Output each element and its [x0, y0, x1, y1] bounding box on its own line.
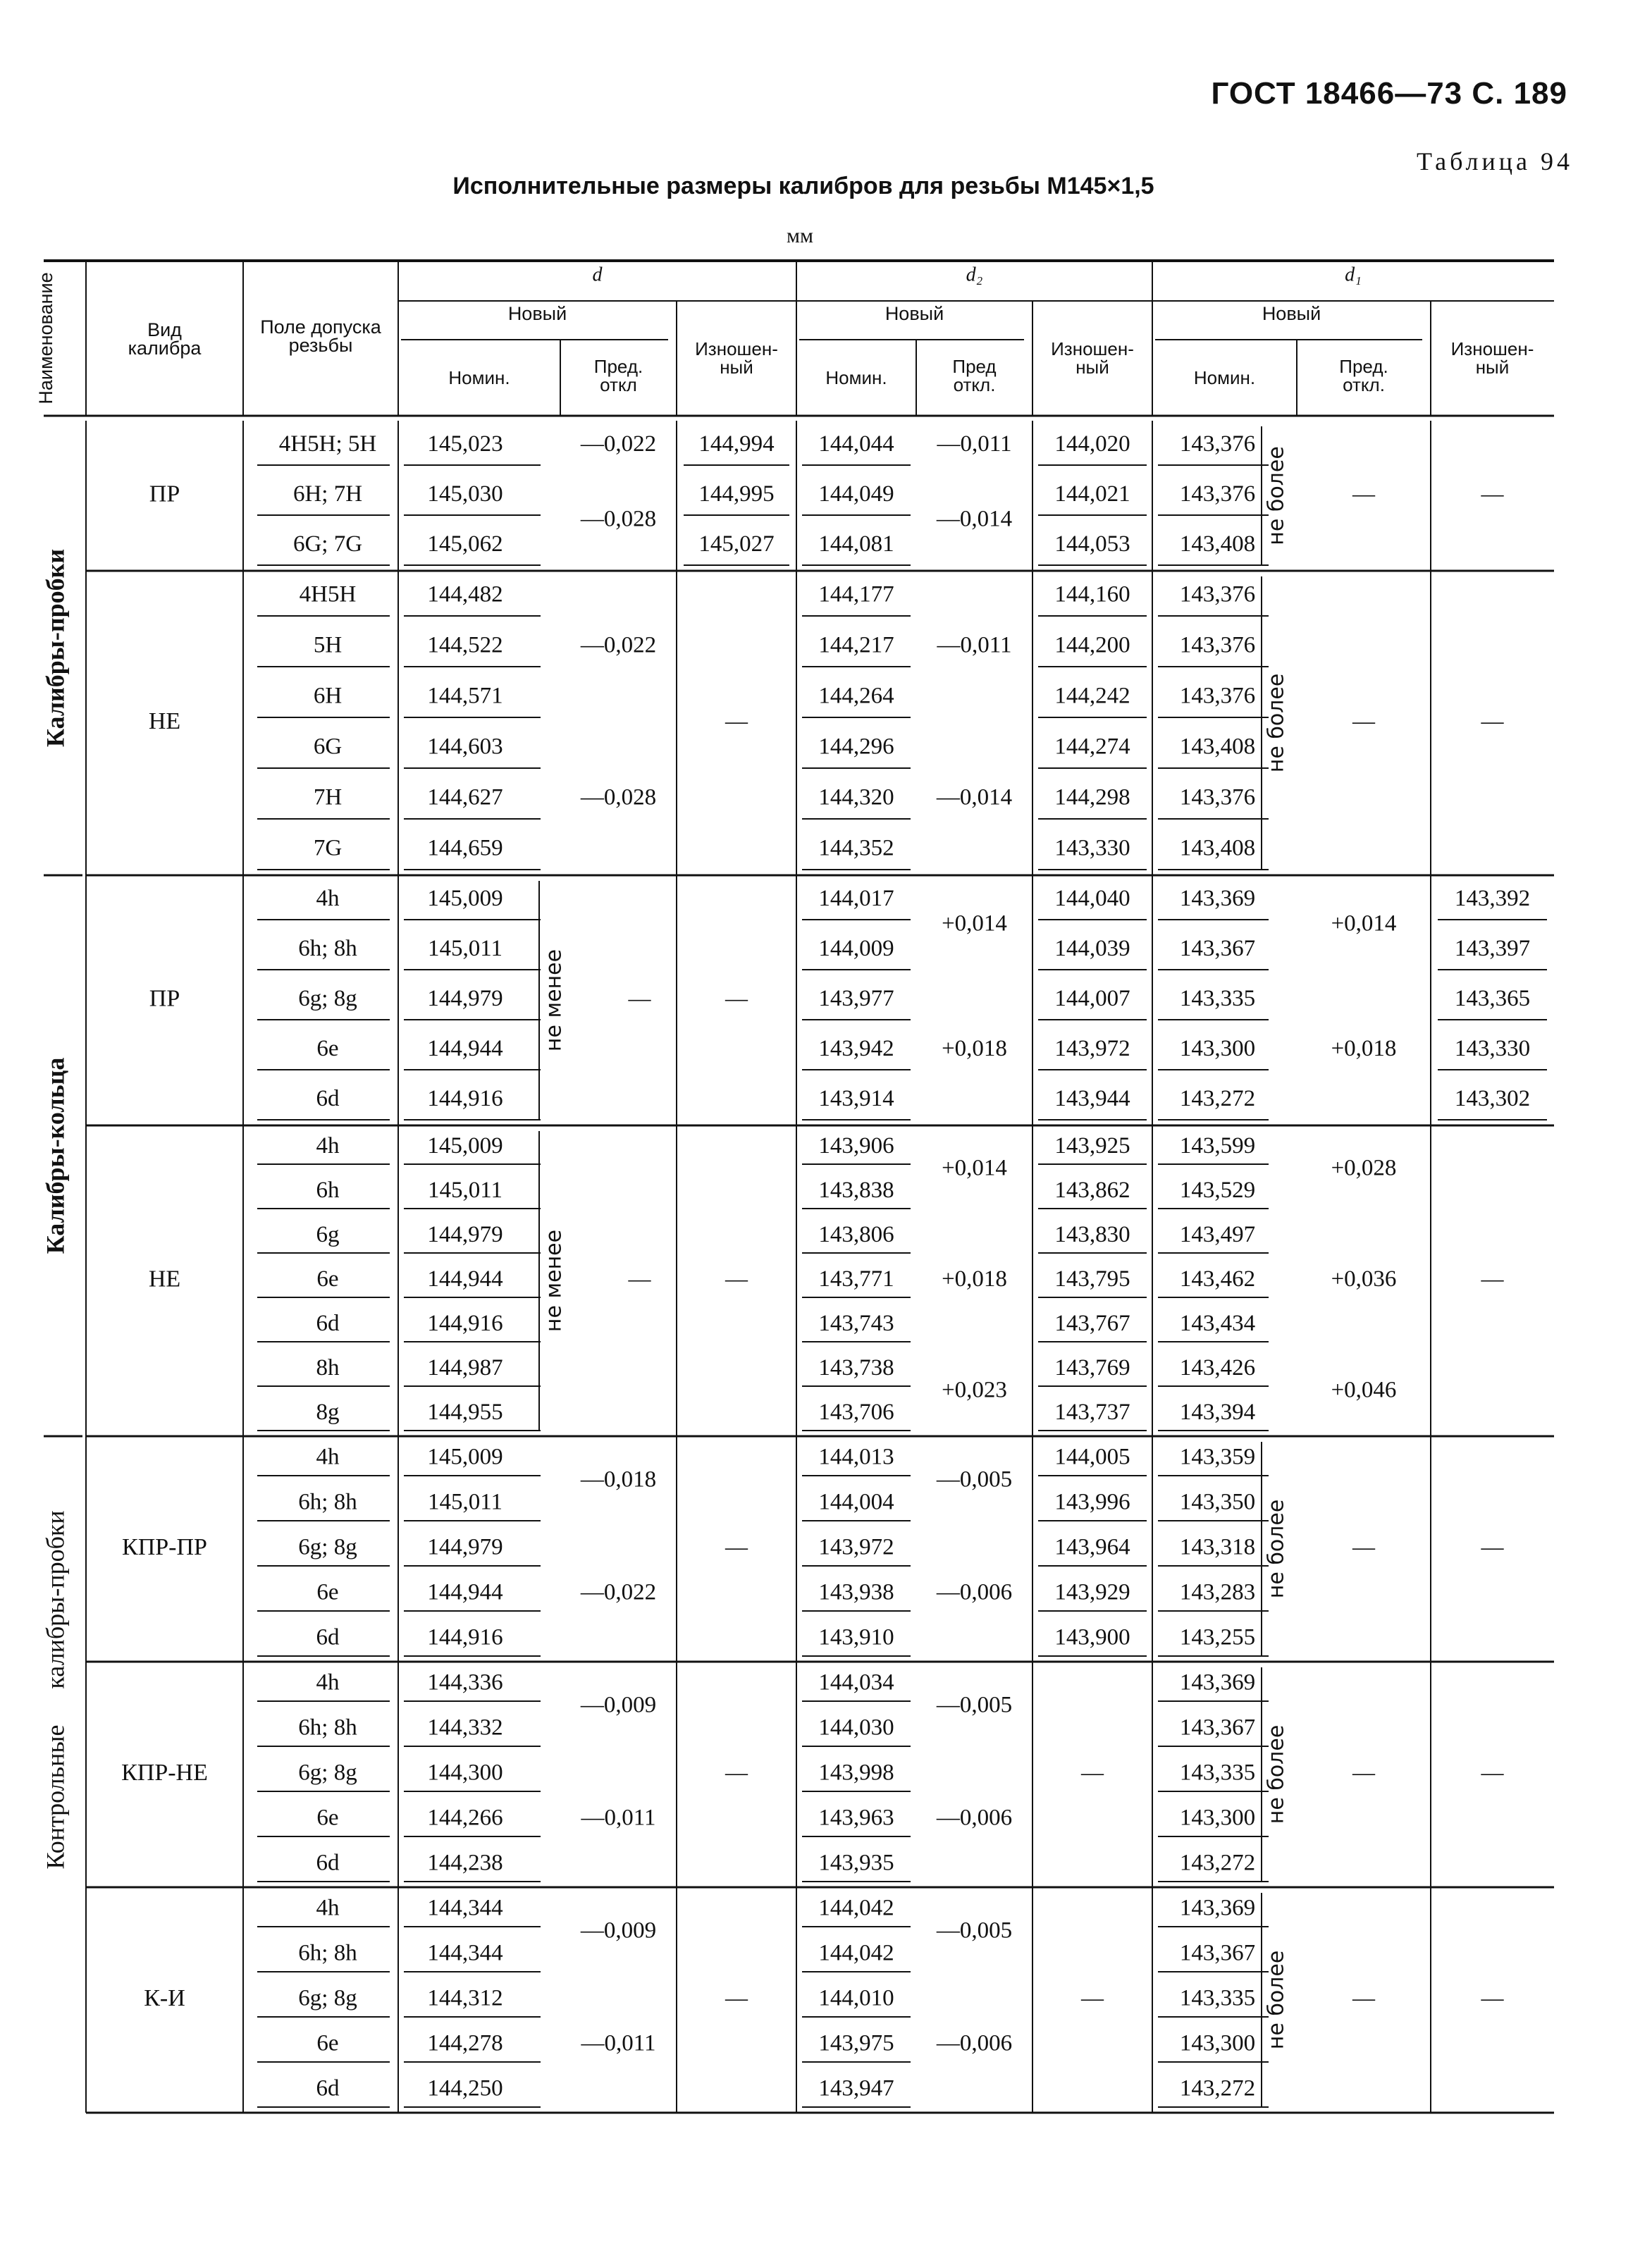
header-worn: ный [720, 356, 753, 378]
d1-nominal: 143,376 [1179, 784, 1256, 810]
d2-nominal: 144,030 [818, 1715, 894, 1741]
d-worn: 145,027 [698, 531, 775, 557]
d1-nominal: 143,300 [1179, 2030, 1256, 2056]
d1-nominal: 143,300 [1179, 1805, 1256, 1831]
header-deviation: откл. [953, 373, 996, 395]
header-deviation: Пред. [593, 355, 643, 377]
d1-worn: 143,397 [1454, 936, 1531, 962]
header-new: Новый [884, 303, 944, 325]
d2-nominal: 143,914 [818, 1086, 894, 1112]
d2-worn: 143,900 [1054, 1624, 1130, 1650]
d2-dev: +0,023 [942, 1377, 1007, 1403]
d1-nominal: 143,272 [1179, 1086, 1256, 1112]
header-worn: Изношен- [1450, 338, 1534, 359]
d2-dev: —0,005 [936, 1466, 1013, 1493]
dash: — [1481, 1533, 1504, 1560]
d1-nominal: 143,367 [1179, 1715, 1256, 1741]
d-nominal: 145,009 [427, 886, 503, 912]
d1-nominal: 143,529 [1179, 1178, 1256, 1204]
header-deviation: откл. [1343, 373, 1385, 395]
tolerance-field: 6e [316, 2030, 339, 2056]
d2-nominal: 143,910 [818, 1624, 894, 1650]
d1-dev: +0,036 [1331, 1266, 1397, 1292]
header-worn: ный [1075, 356, 1109, 378]
d-dev: —0,022 [580, 431, 657, 457]
tolerance-field: 6h; 8h [298, 936, 357, 962]
d-nominal: 144,955 [427, 1400, 503, 1426]
tolerance-field: 6e [316, 1036, 339, 1062]
d2-nominal: 144,049 [818, 481, 894, 507]
d-nominal: 144,979 [427, 1222, 503, 1248]
d1-nominal: 143,335 [1179, 986, 1256, 1012]
header-kind: Вид [147, 319, 182, 341]
d2-worn: 143,737 [1054, 1400, 1130, 1426]
d2-nominal: 144,017 [818, 886, 894, 912]
d1-nominal: 143,367 [1179, 1940, 1256, 1966]
note-not-more: не более [1264, 1950, 1289, 2050]
d2-worn: 144,242 [1054, 683, 1130, 709]
d2-nominal: 143,972 [818, 1534, 894, 1560]
d2-nominal: 144,320 [818, 784, 894, 810]
header-worn: Изношен- [695, 338, 778, 359]
d-nominal: 145,009 [427, 1444, 503, 1470]
d1-nominal: 143,376 [1179, 683, 1256, 709]
note-not-more: не более [1264, 673, 1289, 773]
d-nominal: 144,944 [427, 1579, 503, 1605]
d2-nominal: 143,963 [818, 1805, 894, 1831]
header-kind: калибра [128, 338, 202, 359]
d-nominal: 145,011 [427, 1489, 503, 1515]
table-title: Исполнительные размеры калибров для резьбы М145×1,5 [452, 173, 1154, 199]
d-nominal: 144,300 [427, 1760, 503, 1786]
tolerance-field: 6h; 8h [298, 1715, 357, 1741]
d-nominal: 145,023 [427, 431, 503, 457]
d-nominal: 144,659 [427, 835, 503, 861]
d1-nominal: 143,408 [1179, 531, 1256, 557]
tolerance-field: 4h [316, 1895, 340, 1921]
tolerance-field: 4H5H [299, 581, 357, 607]
d2-nominal: 144,009 [818, 936, 894, 962]
d1-nominal: 143,376 [1179, 581, 1256, 607]
d2-nominal: 144,296 [818, 734, 894, 760]
tolerance-field: 6d [316, 1311, 340, 1337]
d1-nominal: 143,394 [1179, 1400, 1256, 1426]
group-control: Контрольные [41, 1724, 70, 1870]
d2-nominal: 143,977 [818, 986, 894, 1012]
tolerance-field: 6g; 8g [298, 1760, 357, 1786]
dash: — [1352, 1533, 1375, 1560]
d2-nominal: 143,771 [818, 1266, 894, 1292]
d2-worn: 144,021 [1054, 481, 1130, 507]
tolerance-field: 6g; 8g [298, 1985, 357, 2011]
d1-dev: +0,046 [1331, 1377, 1397, 1403]
dash: — [1481, 1759, 1504, 1785]
dash: — [725, 1984, 748, 2011]
d2-worn: 144,040 [1054, 886, 1130, 912]
d-dev: —0,028 [580, 784, 657, 810]
tolerance-field: 4h [316, 1669, 340, 1696]
d1-nominal: 143,255 [1179, 1624, 1256, 1650]
d2-nominal: 143,998 [818, 1760, 894, 1786]
d2-nominal: 144,013 [818, 1444, 894, 1470]
header-d2: d₂ [966, 264, 983, 286]
d2-worn: 144,039 [1054, 936, 1130, 962]
document-header: ГОСТ 18466—73 С. 189 [1211, 76, 1567, 111]
d2-nominal: 144,010 [818, 1985, 894, 2011]
d2-worn: 143,330 [1054, 835, 1130, 861]
tolerance-field: 6d [316, 2075, 340, 2101]
d2-dev: —0,011 [937, 632, 1012, 658]
d2-worn: 143,944 [1054, 1086, 1130, 1112]
d-nominal: 144,266 [427, 1805, 503, 1831]
header-d: d [592, 264, 603, 286]
dash: — [1081, 1759, 1104, 1785]
note-not-more: не более [1264, 1499, 1289, 1599]
dash: — [1481, 480, 1504, 506]
dash: — [1352, 480, 1375, 506]
d-dev: —0,022 [580, 632, 657, 658]
d2-nominal: 143,806 [818, 1222, 894, 1248]
d2-worn: 144,200 [1054, 632, 1130, 658]
d-nominal: 144,522 [427, 632, 503, 658]
d-dev: —0,009 [580, 1918, 657, 1944]
header-deviation: откл [600, 373, 637, 395]
units-label: мм [787, 224, 813, 247]
d-nominal: 144,312 [427, 1985, 503, 2011]
d2-nominal: 144,004 [818, 1489, 894, 1515]
tolerance-field: 7G [313, 835, 343, 861]
d-nominal: 144,979 [427, 986, 503, 1012]
tolerance-field: 7H [313, 784, 343, 810]
d1-nominal: 143,426 [1179, 1355, 1256, 1381]
d2-nominal: 144,217 [818, 632, 894, 658]
header-deviation: Пред. [1339, 355, 1388, 377]
d1-dev: +0,018 [1331, 1036, 1397, 1062]
dash: — [1481, 1265, 1504, 1291]
d1-nominal: 143,369 [1179, 1669, 1256, 1696]
d-dev: —0,009 [580, 1692, 657, 1718]
table-number: Таблица 94 [1417, 147, 1573, 175]
header-nominal: Номин. [1193, 366, 1256, 388]
d2-dev: +0,018 [942, 1266, 1007, 1292]
d-nominal: 144,571 [427, 683, 503, 709]
tolerance-field: 6e [316, 1805, 339, 1831]
d-dev: —0,011 [581, 2030, 656, 2056]
d2-nominal: 144,352 [818, 835, 894, 861]
tolerance-field: 6h; 8h [298, 1489, 357, 1515]
d-nominal: 145,062 [427, 531, 503, 557]
tolerance-field: 6H [313, 683, 343, 709]
d-nominal: 144,916 [427, 1311, 503, 1337]
d2-worn: 144,007 [1054, 986, 1130, 1012]
note-not-more: не более [1264, 1724, 1289, 1824]
dash: — [628, 1265, 651, 1291]
dash: — [1352, 708, 1375, 734]
d1-nominal: 143,408 [1179, 734, 1256, 760]
d1-dev: +0,014 [1331, 910, 1397, 937]
d2-worn: 143,862 [1054, 1178, 1130, 1204]
d-dev: —0,022 [580, 1579, 657, 1605]
d1-worn: 143,330 [1454, 1036, 1531, 1062]
d2-worn: 144,053 [1054, 531, 1130, 557]
d-dev: —0,028 [580, 506, 657, 532]
tolerance-field: 6g; 8g [298, 986, 357, 1012]
d-nominal: 144,344 [427, 1895, 503, 1921]
tolerance-field: 4h [316, 886, 340, 912]
d-nominal: 144,278 [427, 2030, 503, 2056]
d1-nominal: 143,318 [1179, 1534, 1256, 1560]
d-nominal: 144,944 [427, 1036, 503, 1062]
tolerance-field: 4h [316, 1444, 340, 1470]
d-worn: 144,994 [698, 431, 775, 457]
d2-nominal: 144,034 [818, 1669, 894, 1696]
dash: — [1481, 1984, 1504, 2011]
d-nominal: 145,011 [427, 1178, 503, 1204]
tolerance-field: 8h [316, 1355, 340, 1381]
d1-nominal: 143,376 [1179, 431, 1256, 457]
d2-nominal: 143,738 [818, 1355, 894, 1381]
tolerance-field: 6e [316, 1266, 339, 1292]
d1-worn: 143,392 [1454, 886, 1531, 912]
group-plugs: Калибры-пробки [41, 548, 70, 748]
d2-nominal: 144,264 [818, 683, 894, 709]
d1-dev: +0,028 [1331, 1155, 1397, 1181]
header-name: Наименование [35, 272, 57, 405]
d-nominal: 144,250 [427, 2075, 503, 2101]
tolerance-field: 6H; 7H [292, 481, 363, 507]
d2-worn: 143,769 [1054, 1355, 1130, 1381]
d2-nominal: 144,081 [818, 531, 894, 557]
d-nominal: 144,916 [427, 1086, 503, 1112]
dash: — [628, 984, 651, 1011]
d1-nominal: 143,599 [1179, 1133, 1256, 1159]
d1-nominal: 143,497 [1179, 1222, 1256, 1248]
d1-nominal: 143,272 [1179, 2075, 1256, 2101]
d2-dev: +0,014 [942, 910, 1007, 937]
gauge-kind: К-И [144, 1984, 185, 2011]
d-nominal: 144,979 [427, 1534, 503, 1560]
tolerance-field: 6h [316, 1178, 340, 1204]
d2-worn: 144,160 [1054, 581, 1130, 607]
d2-dev: —0,006 [936, 1579, 1013, 1605]
d-nominal: 144,336 [427, 1669, 503, 1696]
d2-worn: 143,929 [1054, 1579, 1130, 1605]
d-nominal: 144,238 [427, 1850, 503, 1876]
group-rings: Калибры-кольца [41, 1057, 70, 1254]
d-nominal: 144,603 [427, 734, 503, 760]
header-tolerance: Поле допуска [260, 316, 381, 338]
d2-nominal: 143,706 [818, 1400, 894, 1426]
d1-nominal: 143,434 [1179, 1311, 1256, 1337]
dash: — [1481, 708, 1504, 734]
d1-nominal: 143,335 [1179, 1760, 1256, 1786]
d-nominal: 144,944 [427, 1266, 503, 1292]
d2-nominal: 144,042 [818, 1940, 894, 1966]
note-not-less: не менее [541, 949, 567, 1052]
d-nominal: 144,627 [427, 784, 503, 810]
d2-dev: —0,006 [936, 2030, 1013, 2056]
d2-dev: +0,018 [942, 1036, 1007, 1062]
d1-nominal: 143,335 [1179, 1985, 1256, 2011]
d1-nominal: 143,350 [1179, 1489, 1256, 1515]
gauge-kind: ПР [149, 481, 180, 507]
header-new: Новый [507, 303, 567, 325]
header-nominal: Номин. [825, 366, 887, 388]
d-dev: —0,011 [581, 1805, 656, 1831]
d2-nominal: 144,177 [818, 581, 894, 607]
d-nominal: 145,009 [427, 1133, 503, 1159]
tolerance-field: 6g; 8g [298, 1534, 357, 1560]
tolerance-field: 6d [316, 1850, 340, 1876]
d-worn: 144,995 [698, 481, 775, 507]
d2-dev: —0,011 [937, 431, 1012, 457]
d2-nominal: 143,838 [818, 1178, 894, 1204]
d1-nominal: 143,300 [1179, 1036, 1256, 1062]
d2-worn: 143,795 [1054, 1266, 1130, 1292]
header-worn: ный [1475, 356, 1510, 378]
header-deviation: Пред [952, 355, 997, 377]
d2-worn: 143,767 [1054, 1311, 1130, 1337]
d2-dev: +0,014 [942, 1155, 1007, 1181]
header-tolerance: резьбы [288, 335, 353, 357]
dash: — [725, 984, 748, 1011]
d2-nominal: 143,947 [818, 2075, 894, 2101]
d1-nominal: 143,369 [1179, 886, 1256, 912]
d-dev: —0,018 [580, 1466, 657, 1493]
gauge-kind: НЕ [148, 708, 181, 734]
d2-dev: —0,014 [936, 784, 1013, 810]
tolerance-field: 6h; 8h [298, 1940, 357, 1966]
d2-nominal: 143,938 [818, 1579, 894, 1605]
header-worn: Изношен- [1051, 338, 1134, 359]
d2-worn: 143,964 [1054, 1534, 1130, 1560]
d2-worn: 143,996 [1054, 1489, 1130, 1515]
d2-worn: 144,298 [1054, 784, 1130, 810]
tolerance-field: 4h [316, 1133, 340, 1159]
tolerance-field: 6G [313, 734, 343, 760]
group-control: калибры-пробки [41, 1510, 70, 1689]
d-nominal: 144,344 [427, 1940, 503, 1966]
d-nominal: 144,482 [427, 581, 503, 607]
gauge-kind: КПР-НЕ [121, 1759, 208, 1786]
header-d1: d₁ [1345, 264, 1362, 286]
d-nominal: 145,030 [427, 481, 503, 507]
d2-dev: —0,005 [936, 1692, 1013, 1718]
note-not-less: не менее [541, 1229, 567, 1333]
d2-nominal: 144,044 [818, 431, 894, 457]
dash: — [1081, 1984, 1104, 2011]
d1-nominal: 143,462 [1179, 1266, 1256, 1292]
header-new: Новый [1262, 303, 1321, 325]
d2-dev: —0,005 [936, 1918, 1013, 1944]
d2-worn: 143,972 [1054, 1036, 1130, 1062]
dash: — [1352, 1984, 1375, 2011]
d2-nominal: 144,042 [818, 1895, 894, 1921]
d1-nominal: 143,359 [1179, 1444, 1256, 1470]
d2-worn: 144,020 [1054, 431, 1130, 457]
gauge-kind: КПР-ПР [122, 1533, 207, 1560]
dash: — [1352, 1759, 1375, 1785]
d1-nominal: 143,376 [1179, 632, 1256, 658]
dash: — [725, 1759, 748, 1785]
d1-nominal: 143,272 [1179, 1850, 1256, 1876]
tolerance-field: 6d [316, 1086, 340, 1112]
d1-nominal: 143,369 [1179, 1895, 1256, 1921]
header-nominal: Номин. [448, 366, 510, 388]
d-nominal: 144,987 [427, 1355, 503, 1381]
tolerance-field: 6e [316, 1579, 339, 1605]
dash: — [725, 1265, 748, 1291]
gauge-kind: ПР [149, 985, 180, 1012]
tolerance-field: 6d [316, 1624, 340, 1650]
tolerance-field: 6G; 7G [292, 531, 363, 557]
d2-worn: 144,274 [1054, 734, 1130, 760]
tolerance-field: 8g [316, 1400, 340, 1426]
d1-worn: 143,302 [1454, 1086, 1531, 1112]
d1-nominal: 143,376 [1179, 481, 1256, 507]
d2-nominal: 143,906 [818, 1133, 894, 1159]
d2-worn: 143,830 [1054, 1222, 1130, 1248]
d1-nominal: 143,408 [1179, 835, 1256, 861]
tolerance-field: 4H5H; 5H [278, 431, 377, 457]
dash: — [725, 1533, 748, 1560]
d-nominal: 144,916 [427, 1624, 503, 1650]
d2-nominal: 143,975 [818, 2030, 894, 2056]
d2-worn: 143,925 [1054, 1133, 1130, 1159]
tolerance-field: 6g [316, 1222, 340, 1248]
d2-nominal: 143,935 [818, 1850, 894, 1876]
d1-nominal: 143,367 [1179, 936, 1256, 962]
tolerance-field: 5H [313, 632, 343, 658]
gauge-kind: НЕ [148, 1266, 181, 1292]
d1-worn: 143,365 [1454, 986, 1531, 1012]
d2-dev: —0,006 [936, 1805, 1013, 1831]
d-nominal: 145,011 [427, 936, 503, 962]
dash: — [725, 708, 748, 734]
d-nominal: 144,332 [427, 1715, 503, 1741]
d2-worn: 144,005 [1054, 1444, 1130, 1470]
d2-dev: —0,014 [936, 506, 1013, 532]
d2-nominal: 143,743 [818, 1311, 894, 1337]
note-not-more: не более [1264, 446, 1289, 545]
d1-nominal: 143,283 [1179, 1579, 1256, 1605]
d2-nominal: 143,942 [818, 1036, 894, 1062]
